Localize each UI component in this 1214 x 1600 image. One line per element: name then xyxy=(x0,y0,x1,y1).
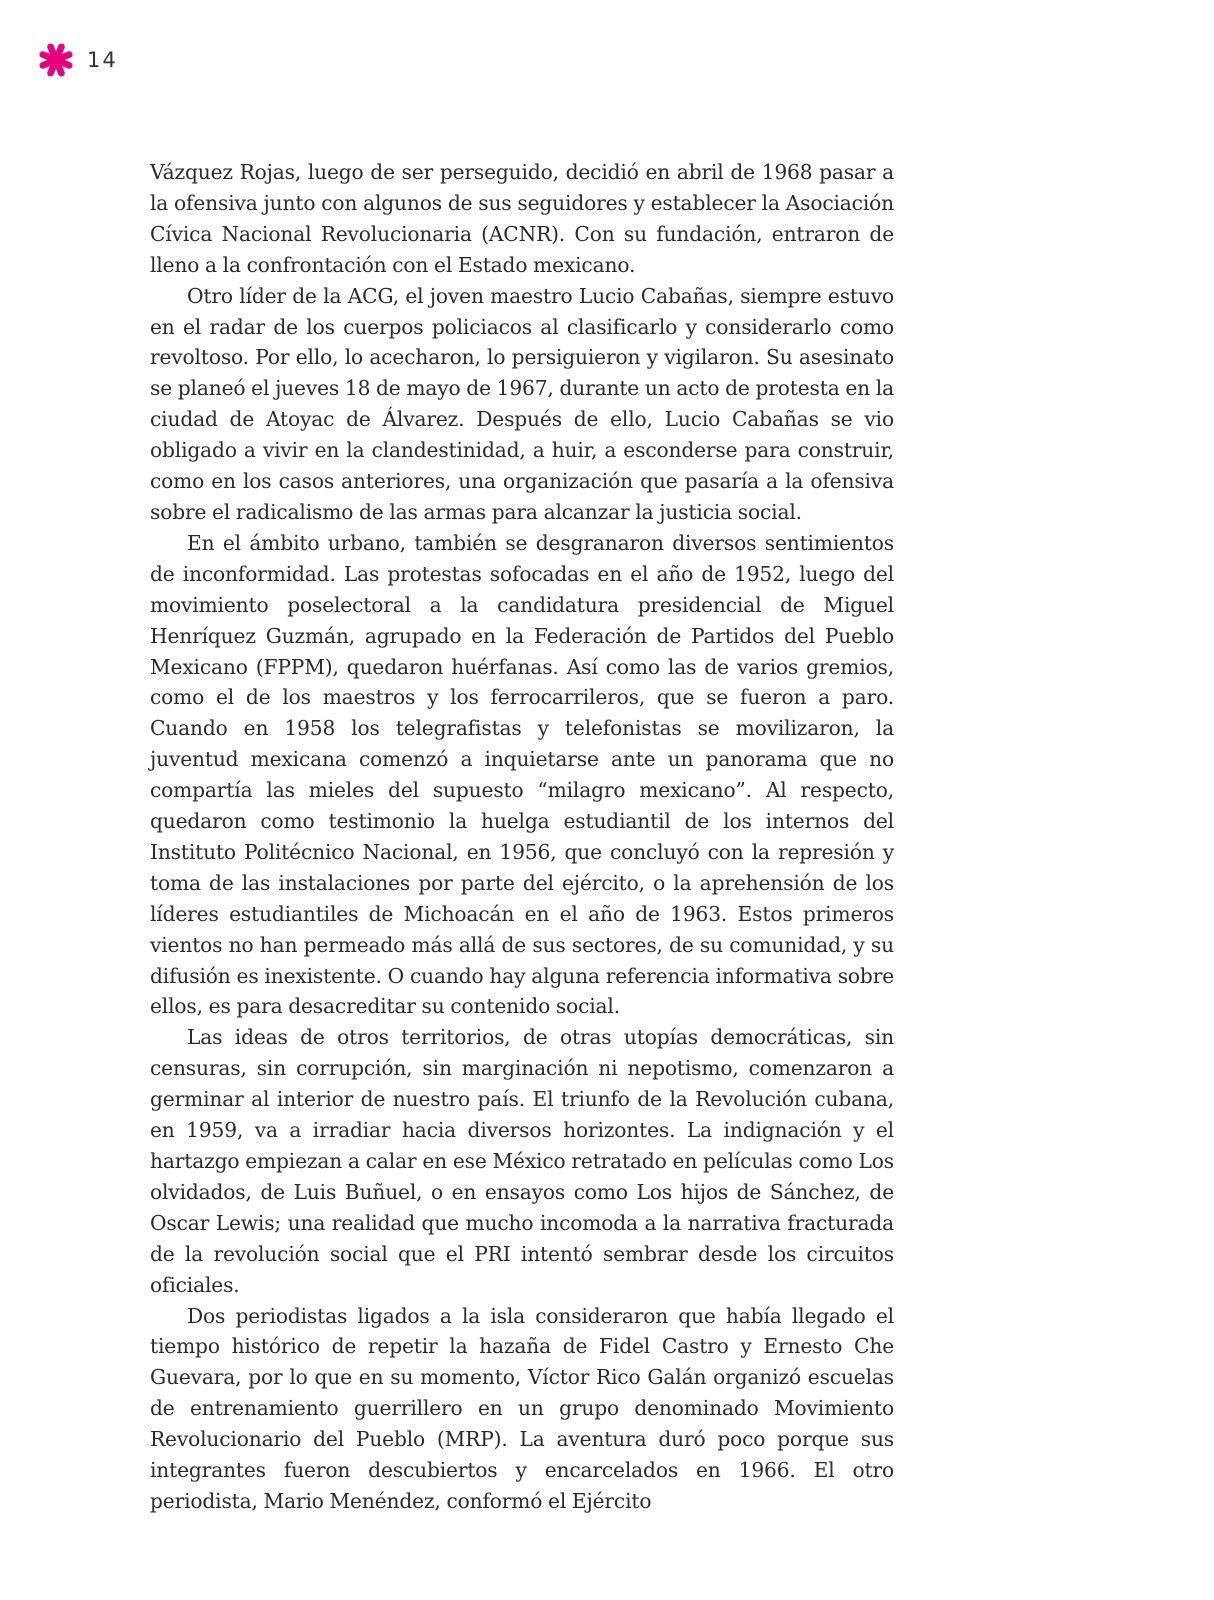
paragraph: Dos periodistas ligados a la isla consideraron que había llegado el tiempo histórico de repetir la hazaña de Fidel Castro y Ernesto Che Guevara, por lo que en su momento, Víctor Rico Galán organizó escuelas de entrenamiento guerrillero en un grupo denominado Movimiento Revolucionario del Pueblo (MRP). La aventura duró poco porque sus integrantes fueron descubiertos y encarcelados en 1966. El otro periodista, Mario Menéndez, conformó el Ejército xyxy=(150,1303,894,1513)
page-header xyxy=(37,40,118,80)
asterisk-icon xyxy=(37,41,75,79)
paragraph: Otro líder de la ACG, el joven maestro Lucio Cabañas, siempre estuvo en el radar de los cuerpos policiacos al clasificarlo y considerarlo como revoltoso. Por ello, lo acecharon, lo persiguieron y vigilaron. Su asesinato se planeó el jueves 18 de mayo de 1967, durante un acto de protesta en la ciudad de Atoyac de Álvarez. Después de ello, Lucio Cabañas se vio obligado a vivir en la clandestinidad, a huir, a esconderse para construir, como en los casos anteriores, una organización que pasaría a la ofensiva sobre el radicalismo de las armas para alcanzar la justicia social. xyxy=(150,283,894,524)
paragraph: Las ideas de otros territorios, de otras utopías democráticas, sin censuras, sin corrupción, sin marginación ni nepotismo, comenzaron a germinar al interior de nuestro país. El triunfo de la Revolución cubana, en 1959, va a irradiar hacia diversos horizontes. La indignación y el hartazgo empiezan a calar en ese México retratado en películas como Los olvidados, de Luis Buñuel, o en ensayos como Los hijos de Sánchez, de Oscar Lewis; una realidad que mucho incomoda a la narrativa fracturada de la revolución social que el PRI intentó sembrar desde los circuitos oficiales. xyxy=(150,1025,894,1297)
paragraph: Vázquez Rojas, luego de ser perseguido, decidió en abril de 1968 pasar a la ofensiva junto con algunos de sus seguidores y establecer la Asociación Cívica Nacional Revolucionaria (ACNR). Con su fundación, entraron de lleno a la confrontación con el Estado mexicano. xyxy=(150,160,894,277)
paragraph: En el ámbito urbano, también se desgranaron diversos sentimientos de inconformidad. Las protestas sofocadas en el año de 1952, luego del movimiento poselectoral a la candidatura presidencial de Miguel Henríquez Guzmán, agrupado en la Federación de Partidos del Pueblo Mexicano (FPPM), quedaron huérfanas. Así como las de varios gremios, como el de los maestros y los ferrocarrileros, que se fueron a paro. Cuando en 1958 los telegrafistas y telefonistas se movilizaron, la juventud mexicana comenzó a inquietarse ante un panorama que no compartía las mieles del supuesto “milagro mexicano”. Al respecto, quedaron como testimonio la huelga estudiantil de los internos del Instituto Politécnico Nacional, en 1956, que concluyó con la represión y toma de las instalaciones por parte del ejército, o la aprehensión de los líderes estudiantiles de Michoacán en el año de 1963. Estos primeros vientos no han permeado más allá de sus sectores, de su comunidad, y su difusión es inexistente. O cuando hay alguna referencia informativa sobre ellos, es para desacreditar su contenido social. xyxy=(150,530,894,1019)
page-number: 14 xyxy=(87,48,118,72)
body-text xyxy=(150,157,894,1517)
